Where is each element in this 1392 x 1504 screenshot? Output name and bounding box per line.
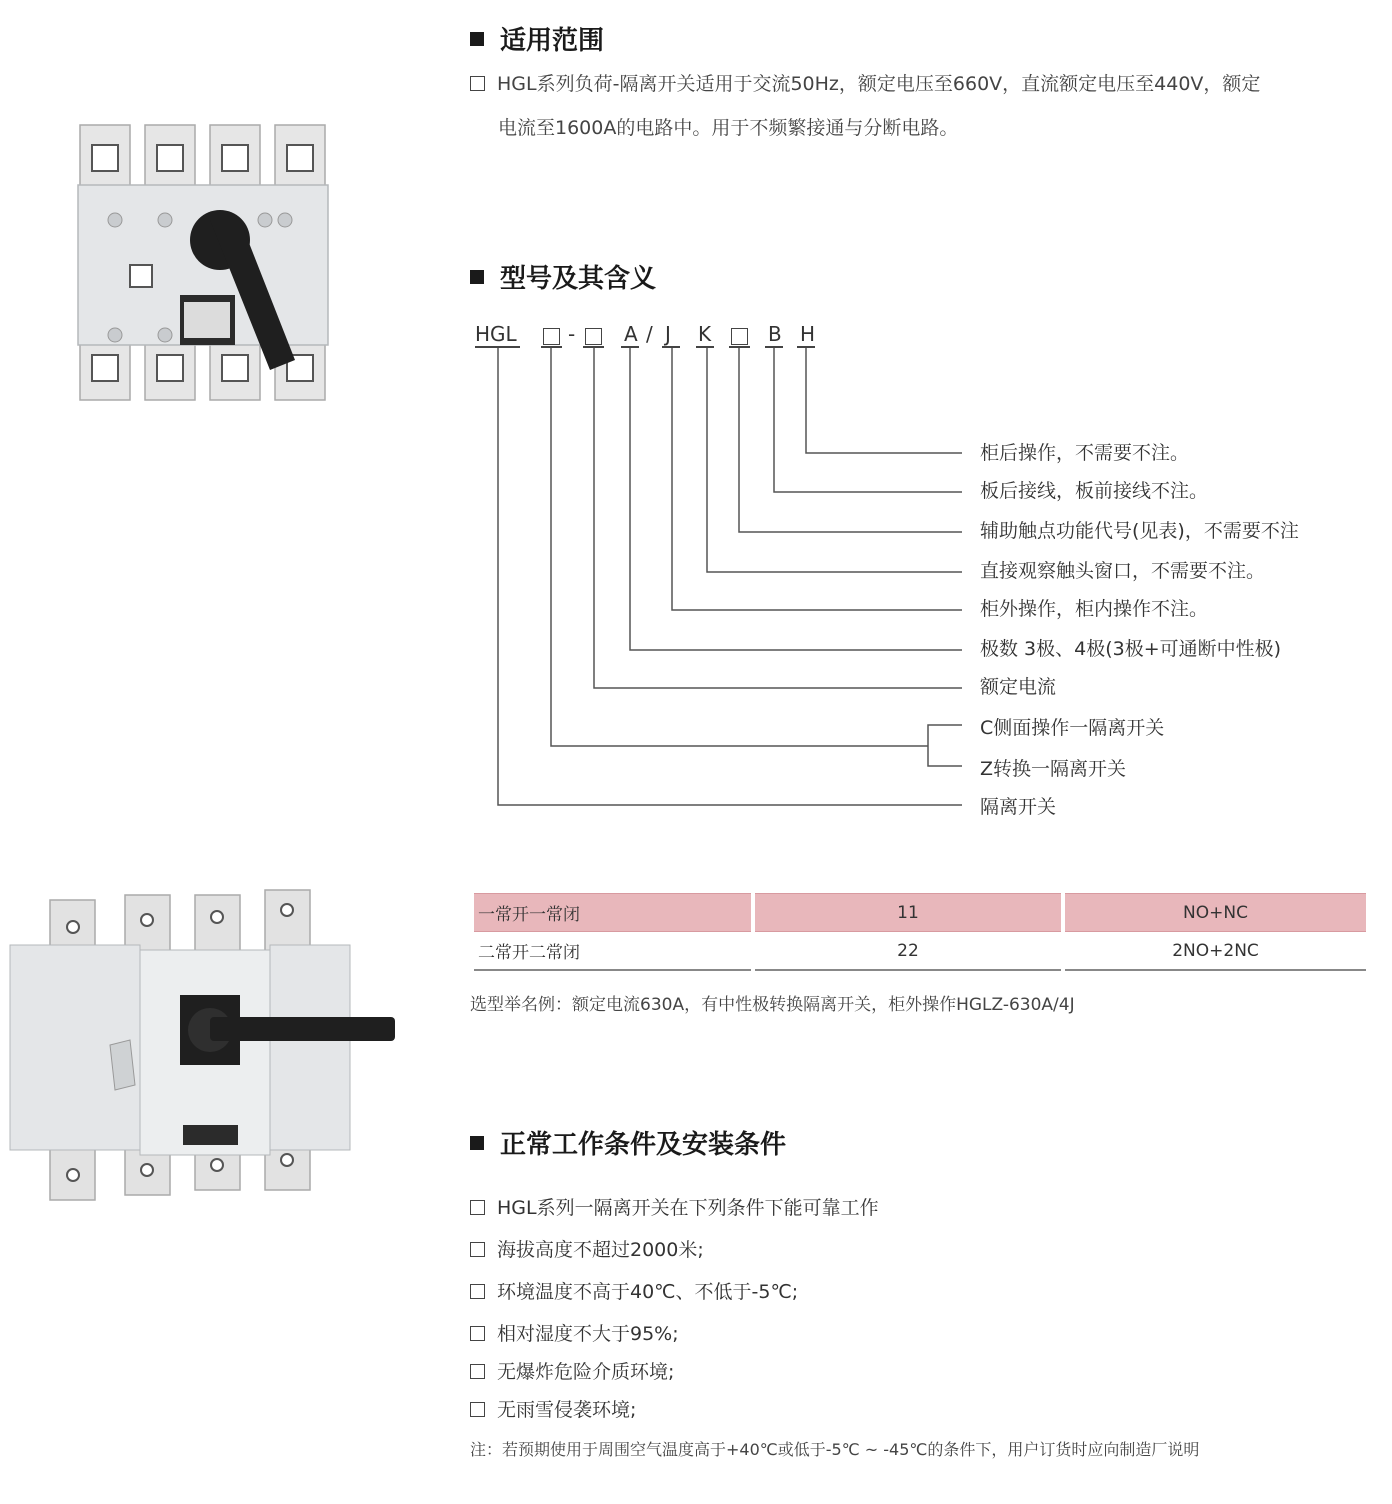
- heading-text: 正常工作条件及安装条件: [500, 1130, 787, 1160]
- table-cell: 二常开二常闭: [474, 932, 751, 971]
- condition-item: 环境温度不高于40℃、不低于-5℃;: [470, 1277, 798, 1304]
- checkbox-icon: [470, 1402, 485, 1417]
- code-prefix: HGL: [475, 322, 517, 346]
- scope-line-2: 电流至1600A的电路中。用于不频繁接通与分断电路。: [498, 117, 959, 139]
- condition-item: 海拔高度不超过2000米;: [470, 1235, 704, 1262]
- table-row: [474, 893, 1366, 932]
- aux-contact-table: [470, 893, 1370, 971]
- table-row: [474, 932, 1366, 971]
- table-cell: 11: [755, 893, 1061, 932]
- table-cell: 2NO+2NC: [1065, 932, 1366, 971]
- code-j: J: [665, 322, 671, 346]
- table-cell: 一常开一常闭: [474, 893, 751, 932]
- code-b: B: [768, 322, 782, 346]
- code-dash: -: [568, 322, 576, 346]
- code-h: H: [800, 322, 816, 346]
- section-heading-conditions: [470, 1124, 786, 1161]
- code-desc-k: 直接观察触头窗口，不需要不注。: [980, 560, 1266, 582]
- checkbox-icon: [470, 1242, 485, 1257]
- checkbox-icon: [470, 1326, 485, 1341]
- code-k: K: [698, 322, 712, 346]
- code-slash: /: [646, 322, 653, 346]
- condition-item: HGL系列一隔离开关在下列条件下能可靠工作: [470, 1193, 879, 1220]
- heading-text: 型号及其含义: [500, 264, 657, 294]
- scope-line-1: HGL系列负荷-隔离开关适用于交流50Hz，额定电压至660V，直流额定电压至440V，额定: [470, 62, 1260, 106]
- code-desc-h: 柜后操作，不需要不注。: [980, 442, 1190, 464]
- heading-text: 适用范围: [500, 26, 605, 56]
- code-desc-b: 板后接线，板前接线不注。: [980, 480, 1209, 502]
- condition-item: 无爆炸危险介质环境;: [470, 1357, 674, 1384]
- code-desc-c: C侧面操作一隔离开关: [980, 717, 1165, 739]
- checkbox-icon: [470, 1364, 485, 1379]
- condition-item: 无雨雪侵袭环境;: [470, 1395, 636, 1422]
- code-desc-current: 额定电流: [980, 676, 1057, 698]
- table-cell: NO+NC: [1065, 893, 1366, 932]
- table-cell: 22: [755, 932, 1061, 971]
- code-desc-prefix: 隔离开关: [980, 796, 1057, 818]
- selection-example: 选型举名例：额定电流630A，有中性极转换隔离开关，柜外操作HGLZ-630A/4J: [470, 995, 1075, 1015]
- heading-square-icon: [470, 1136, 484, 1150]
- checkbox-icon: [470, 1284, 485, 1299]
- temperature-note: 注：若预期使用于周围空气温度高于+40℃或低于-5℃ ~ -45℃的条件下，用户订货时应向制造厂说明: [470, 1440, 1200, 1459]
- code-desc-z: Z转换一隔离开关: [980, 758, 1127, 780]
- checkbox-icon: [470, 1200, 485, 1215]
- condition-item: 相对湿度不大于95%;: [470, 1319, 679, 1346]
- code-desc-j: 柜外操作，柜内操作不注。: [980, 598, 1209, 620]
- code-desc-aux: 辅助触点功能代号(见表)，不需要不注: [980, 520, 1299, 542]
- code-desc-poles: 极数 3极、4极(3极+可通断中性极): [980, 638, 1282, 660]
- code-a: A: [624, 322, 638, 346]
